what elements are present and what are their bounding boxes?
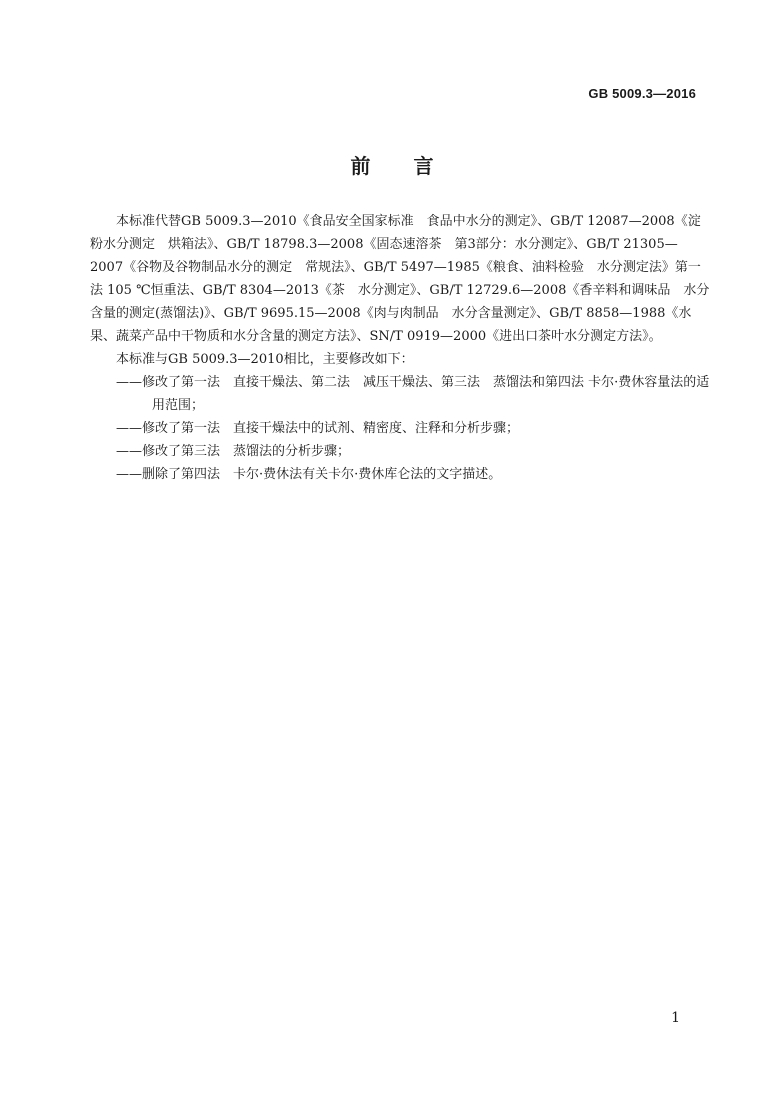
change-item	[90, 371, 710, 417]
changes-list	[90, 371, 710, 486]
change-item-text: ——修改了第一法 直接干燥法、第二法 减压干燥法、第三法 蒸馏法和第四法 卡尔·费休容量法的适用范围；	[116, 375, 710, 413]
changes-intro: 本标准与GB 5009.3—2010相比，主要修改如下：	[116, 352, 414, 367]
replacement-paragraph: 本标准代替GB 5009.3—2010《食品安全国家标准 食品中水分的测定》、GB/T 12087—2008《淀粉水分测定 烘箱法》、GB/T 18798.3—2008《固态速溶茶 第3部分：水分测定》、GB/T 21305—2007《谷物及谷物制品水分的测定 常规法》、GB/T 5497—1985《粮食、油料检验 水分测定法》第一法 105 ℃恒重法、GB/T 8304—2013《茶 水分测定》、GB/T 12729.6—2008《香辛料和调味品 水分含量的测定(蒸馏法)》、GB/T 9695.15—2008《肉与肉制品 水分含量测定》、GB/T 8858—1988《水果、蔬菜产品中干物质和水分含量的测定方法》、SN/T 0919—2000《进出口茶叶水分测定方法》。	[90, 214, 710, 344]
standard-code: GB 5009.3—2016	[588, 86, 696, 101]
change-item-text: ——修改了第一法 直接干燥法中的试剂、精密度、注释和分析步骤；	[116, 421, 520, 436]
change-item	[90, 463, 710, 486]
change-item	[90, 417, 710, 440]
change-item	[90, 440, 710, 463]
title-char-2: 言	[413, 154, 434, 178]
page-title	[0, 150, 784, 179]
change-item-text: ——删除了第四法 卡尔·费休法有关卡尔·费休库仑法的文字描述。	[116, 467, 502, 482]
document-body	[90, 210, 710, 486]
title-char-1: 前	[350, 154, 371, 178]
page-number: 1	[671, 1010, 680, 1026]
change-item-text: ——修改了第三法 蒸馏法的分析步骤；	[116, 444, 351, 459]
